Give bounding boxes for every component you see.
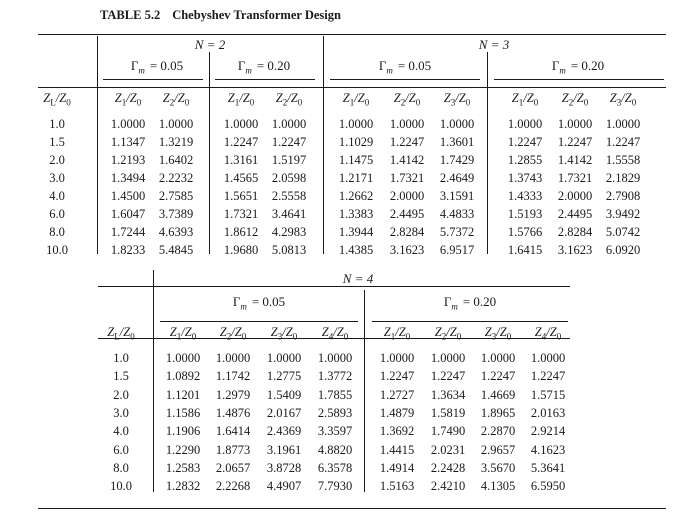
cell-top: 1.2247: [507, 135, 543, 149]
gamma-subscript: m: [559, 65, 566, 76]
cell-top: 1.4142: [389, 153, 425, 167]
cell-bottom: 1.0000: [480, 351, 516, 365]
gamma-label-top-4: [552, 58, 604, 76]
cell-top: 5.4845: [158, 243, 194, 257]
cell-bottom: 2.2870: [480, 424, 516, 439]
gamma-symbol: Γ: [237, 58, 246, 73]
cell-bottom: 1.4876: [215, 405, 251, 420]
cell-top: 1.0000: [271, 117, 307, 131]
cell-top: 2.8284: [389, 225, 425, 239]
gamma-underline-1: [103, 79, 203, 80]
zl-value-bottom: 8.0: [113, 460, 129, 475]
gamma-underline-b2: [372, 321, 568, 322]
cell-top: 1.8233: [110, 243, 146, 257]
cell-top: 1.2247: [557, 135, 593, 149]
zl-value-top: 2.0: [49, 153, 65, 167]
cell-top: 1.0000: [507, 117, 543, 131]
cell-bottom: 1.5163: [379, 479, 415, 494]
gamma-subscript: m: [386, 65, 393, 76]
cell-top: 4.6393: [158, 225, 194, 239]
bottom-divider-left: [153, 270, 154, 492]
cell-top: 1.3494: [110, 171, 146, 185]
zl-value-top: 8.0: [49, 225, 65, 239]
cell-top: 2.2232: [158, 171, 194, 185]
cell-top: 1.2247: [223, 135, 259, 149]
cell-bottom: 1.4415: [379, 442, 415, 457]
col-header-bottom-1: $Z_2/Z_0$: [219, 325, 247, 342]
cell-top: 1.3601: [439, 135, 475, 149]
cell-bottom: 1.2247: [480, 369, 516, 384]
n3-label: N = 3: [478, 37, 510, 52]
divider-n3: [487, 52, 488, 254]
cell-bottom: 3.1961: [266, 442, 302, 457]
zl-value-top: 10.0: [46, 243, 68, 257]
cell-bottom: 1.0000: [215, 351, 251, 365]
cell-top: 1.0000: [439, 117, 475, 131]
cell-bottom: 3.8728: [266, 460, 302, 475]
cell-bottom: 1.2727: [379, 387, 415, 402]
cell-bottom: 2.4210: [430, 479, 466, 494]
cell-top: 1.0000: [223, 117, 259, 131]
cell-top: 3.1623: [557, 243, 593, 257]
zl-value-bottom: 10.0: [110, 479, 132, 494]
cell-top: 1.1029: [338, 135, 374, 149]
cell-top: 3.1623: [389, 243, 425, 257]
cell-top: 2.8284: [557, 225, 593, 239]
gamma-symbol: Γ: [443, 294, 452, 309]
col-header-top-1: $Z_2/Z_0$: [162, 91, 190, 108]
cell-top: 1.3743: [507, 171, 543, 185]
gamma-label-top-3: [379, 58, 431, 76]
col-header-top-5: $Z_2/Z_0$: [393, 91, 421, 108]
zl-value-top: 1.5: [49, 135, 65, 149]
divider-n2: [209, 52, 210, 254]
gamma-label-bottom-1: [233, 294, 285, 312]
col-header-top-0: $Z_1/Z_0$: [114, 91, 142, 108]
gamma-underline-3: [330, 79, 480, 80]
bottom-divider-mid: [364, 290, 365, 492]
bottom-base-rule: [38, 508, 666, 509]
col-header-top-3: $Z_2/Z_0$: [275, 91, 303, 108]
cell-bottom: 1.0000: [317, 351, 353, 365]
cell-top: 1.7321: [223, 207, 259, 221]
cell-top: 3.9492: [605, 207, 641, 221]
cell-top: 5.7372: [439, 225, 475, 239]
cell-bottom: 3.3597: [317, 424, 353, 439]
cell-bottom: 1.7490: [430, 424, 466, 439]
gamma-value: = 0.05: [149, 58, 184, 73]
col-header-top-2: $Z_1/Z_0$: [227, 91, 255, 108]
zl-header-bottom: $Z_L/Z_0$: [107, 325, 135, 342]
cell-top: 2.0598: [271, 171, 307, 185]
cell-top: 2.5558: [271, 189, 307, 203]
cell-top: 1.4565: [223, 171, 259, 185]
cell-bottom: 5.3641: [530, 460, 566, 475]
gamma-underline-4: [494, 79, 664, 80]
col-header-top-6: $Z_3/Z_0$: [443, 91, 471, 108]
cell-bottom: 1.0000: [379, 351, 415, 365]
cell-top: 1.0000: [158, 117, 194, 131]
col-header-top-9: $Z_3/Z_0$: [609, 91, 637, 108]
cell-bottom: 1.0892: [165, 369, 201, 384]
cell-bottom: 4.4907: [266, 479, 302, 494]
cell-top: 1.0000: [557, 117, 593, 131]
cell-bottom: 2.0231: [430, 442, 466, 457]
cell-bottom: 1.3634: [430, 387, 466, 402]
zl-value-bottom: 1.5: [113, 369, 129, 384]
cell-top: 1.1347: [110, 135, 146, 149]
cell-top: 2.7585: [158, 189, 194, 203]
cell-top: 1.5197: [271, 153, 307, 167]
divider-left: [97, 36, 98, 254]
cell-bottom: 1.1586: [165, 405, 201, 420]
cell-bottom: 1.2290: [165, 442, 201, 457]
cell-bottom: 2.2428: [430, 460, 466, 475]
zl-value-bottom: 3.0: [113, 405, 129, 420]
zl-value-top: 3.0: [49, 171, 65, 185]
gamma-subscript: m: [240, 301, 247, 312]
bottom-rule-1: [98, 286, 570, 287]
cell-bottom: 4.1305: [480, 479, 516, 494]
cell-bottom: 2.4369: [266, 424, 302, 439]
cell-bottom: 1.4669: [480, 387, 516, 402]
cell-top: 1.3219: [158, 135, 194, 149]
cell-top: 6.0920: [605, 243, 641, 257]
cell-top: 1.2855: [507, 153, 543, 167]
cell-bottom: 1.2247: [430, 369, 466, 384]
gamma-label-top-1: [131, 58, 183, 76]
cell-top: 1.4333: [507, 189, 543, 203]
zl-value-bottom: 1.0: [113, 351, 129, 365]
cell-top: 1.5193: [507, 207, 543, 221]
cell-top: 2.4495: [389, 207, 425, 221]
top-rule-2: [38, 87, 666, 88]
cell-bottom: 1.2247: [379, 369, 415, 384]
cell-top: 1.7244: [110, 225, 146, 239]
zl-value-bottom: 6.0: [113, 442, 129, 457]
col-header-bottom-2: $Z_3/Z_0$: [270, 325, 298, 342]
cell-top: 1.3383: [338, 207, 374, 221]
n4-label: N = 4: [342, 271, 374, 286]
divider-mid: [323, 36, 324, 254]
col-header-bottom-0: $Z_1/Z_0$: [169, 325, 197, 342]
cell-bottom: 1.8773: [215, 442, 251, 457]
cell-bottom: 2.0163: [530, 405, 566, 420]
cell-bottom: 7.7930: [317, 479, 353, 494]
cell-top: 1.2193: [110, 153, 146, 167]
cell-top: 1.0000: [605, 117, 641, 131]
cell-bottom: 1.1201: [165, 387, 201, 402]
cell-bottom: 3.5670: [480, 460, 516, 475]
gamma-value: = 0.05: [397, 58, 432, 73]
col-header-top-7: $Z_1/Z_0$: [511, 91, 539, 108]
gamma-subscript: m: [451, 301, 458, 312]
table-title: [100, 8, 341, 23]
cell-bottom: 2.9214: [530, 424, 566, 439]
cell-top: 1.7321: [557, 171, 593, 185]
zl-header-top: $Z_L/Z_0$: [43, 91, 71, 108]
cell-top: 1.2247: [271, 135, 307, 149]
zl-value-top: 1.0: [49, 117, 65, 131]
col-header-bottom-3: $Z_4/Z_0$: [321, 325, 349, 342]
cell-bottom: 1.2979: [215, 387, 251, 402]
cell-bottom: 2.0167: [266, 405, 302, 420]
cell-bottom: 1.4914: [379, 460, 415, 475]
col-header-top-4: $Z_1/Z_0$: [342, 91, 370, 108]
cell-bottom: 1.5409: [266, 387, 302, 402]
cell-top: 3.1591: [439, 189, 475, 203]
cell-bottom: 2.0657: [215, 460, 251, 475]
cell-bottom: 1.5715: [530, 387, 566, 402]
col-header-bottom-5: $Z_2/Z_0$: [434, 325, 462, 342]
cell-bottom: 6.5950: [530, 479, 566, 494]
n2-label: N = 2: [194, 37, 226, 52]
zl-value-top: 4.0: [49, 189, 65, 203]
cell-top: 1.7321: [389, 171, 425, 185]
cell-top: 1.0000: [338, 117, 374, 131]
cell-bottom: 1.3692: [379, 424, 415, 439]
gamma-label-bottom-2: [444, 294, 496, 312]
cell-bottom: 1.1742: [215, 369, 251, 384]
cell-top: 1.0000: [389, 117, 425, 131]
cell-top: 1.2247: [389, 135, 425, 149]
cell-top: 1.4385: [338, 243, 374, 257]
gamma-label-top-2: [238, 58, 290, 76]
cell-top: 4.4833: [439, 207, 475, 221]
cell-top: 4.2983: [271, 225, 307, 239]
cell-bottom: 6.3578: [317, 460, 353, 475]
cell-top: 5.0742: [605, 225, 641, 239]
cell-top: 1.1475: [338, 153, 374, 167]
cell-bottom: 1.2583: [165, 460, 201, 475]
cell-top: 1.2247: [605, 135, 641, 149]
cell-top: 6.9517: [439, 243, 475, 257]
zl-value-bottom: 4.0: [113, 424, 129, 439]
cell-bottom: 1.5819: [430, 405, 466, 420]
cell-bottom: 1.0000: [266, 351, 302, 365]
cell-top: 1.8612: [223, 225, 259, 239]
cell-bottom: 1.0000: [530, 351, 566, 365]
cell-bottom: 1.2247: [530, 369, 566, 384]
cell-top: 2.4495: [557, 207, 593, 221]
zl-value-top: 6.0: [49, 207, 65, 221]
zl-value-bottom: 2.0: [113, 387, 129, 402]
table-label: TABLE 5.2: [100, 8, 161, 22]
cell-bottom: 1.0000: [165, 351, 201, 365]
cell-bottom: 1.7855: [317, 387, 353, 402]
gamma-subscript: m: [245, 65, 252, 76]
gamma-value: = 0.05: [251, 294, 286, 309]
col-header-bottom-4: $Z_1/Z_0$: [383, 325, 411, 342]
gamma-symbol: Γ: [551, 58, 560, 73]
cell-bottom: 1.1906: [165, 424, 201, 439]
cell-bottom: 1.6414: [215, 424, 251, 439]
cell-top: 1.3161: [223, 153, 259, 167]
cell-top: 1.5651: [223, 189, 259, 203]
cell-bottom: 1.0000: [430, 351, 466, 365]
cell-top: 5.0813: [271, 243, 307, 257]
cell-bottom: 1.4879: [379, 405, 415, 420]
cell-top: 1.0000: [110, 117, 146, 131]
cell-top: 2.1829: [605, 171, 641, 185]
cell-bottom: 2.2268: [215, 479, 251, 494]
cell-top: 1.7429: [439, 153, 475, 167]
cell-bottom: 4.8820: [317, 442, 353, 457]
gamma-underline-b1: [160, 321, 358, 322]
gamma-underline-2: [215, 79, 315, 80]
gamma-value: = 0.20: [570, 58, 605, 73]
top-rule-1: [38, 34, 666, 35]
cell-bottom: 1.2832: [165, 479, 201, 494]
cell-top: 2.7908: [605, 189, 641, 203]
cell-top: 1.6047: [110, 207, 146, 221]
cell-bottom: 1.8965: [480, 405, 516, 420]
cell-top: 1.4142: [557, 153, 593, 167]
cell-top: 3.4641: [271, 207, 307, 221]
cell-top: 1.6402: [158, 153, 194, 167]
col-header-bottom-6: $Z_3/Z_0$: [484, 325, 512, 342]
cell-bottom: 1.3772: [317, 369, 353, 384]
gamma-symbol: Γ: [130, 58, 139, 73]
gamma-value: = 0.20: [462, 294, 497, 309]
table-caption: Chebyshev Transformer Design: [172, 8, 341, 22]
cell-top: 1.4500: [110, 189, 146, 203]
cell-bottom: 2.5893: [317, 405, 353, 420]
cell-top: 1.5558: [605, 153, 641, 167]
cell-bottom: 1.2775: [266, 369, 302, 384]
cell-top: 2.4649: [439, 171, 475, 185]
gamma-value: = 0.20: [256, 58, 291, 73]
cell-top: 2.0000: [389, 189, 425, 203]
cell-top: 3.7389: [158, 207, 194, 221]
cell-bottom: 4.1623: [530, 442, 566, 457]
cell-top: 1.5766: [507, 225, 543, 239]
cell-bottom: 2.9657: [480, 442, 516, 457]
cell-top: 2.0000: [557, 189, 593, 203]
gamma-symbol: Γ: [378, 58, 387, 73]
cell-top: 1.3944: [338, 225, 374, 239]
gamma-symbol: Γ: [232, 294, 241, 309]
cell-top: 1.2171: [338, 171, 374, 185]
cell-top: 1.9680: [223, 243, 259, 257]
gamma-subscript: m: [138, 65, 145, 76]
col-header-top-8: $Z_2/Z_0$: [561, 91, 589, 108]
cell-top: 1.6415: [507, 243, 543, 257]
col-header-bottom-7: $Z_4/Z_0$: [534, 325, 562, 342]
cell-top: 1.2662: [338, 189, 374, 203]
